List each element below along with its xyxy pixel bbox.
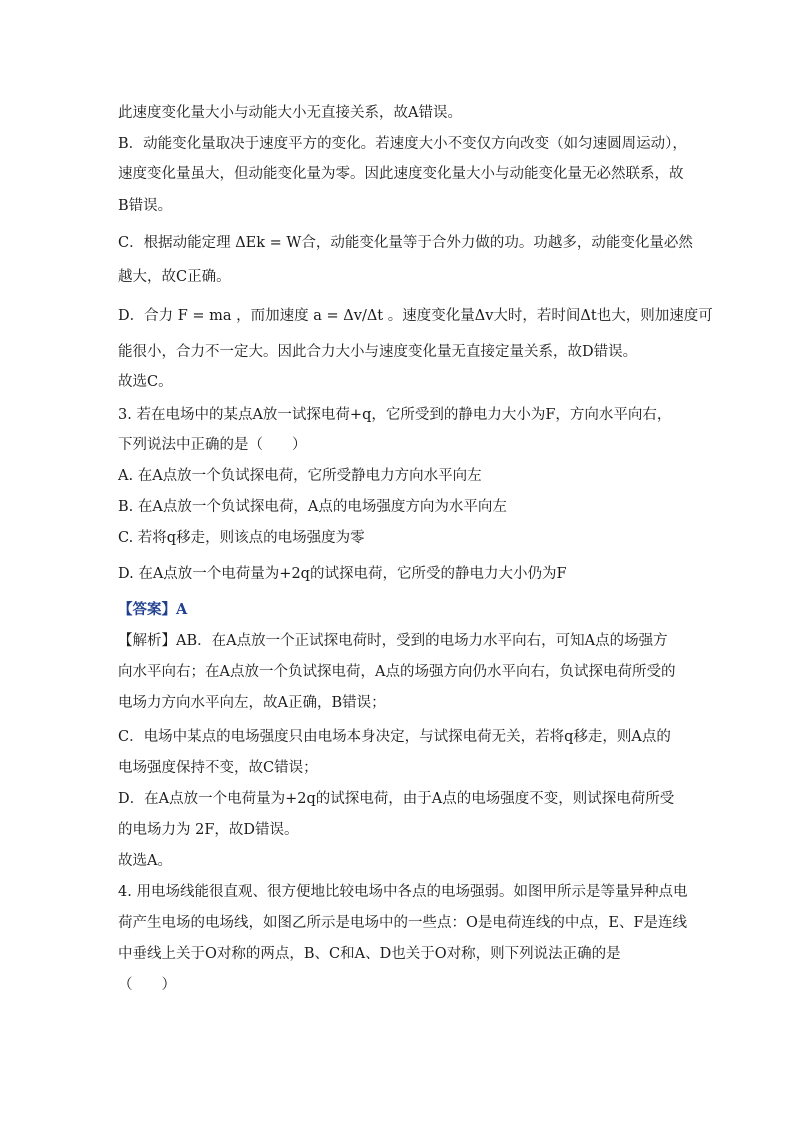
question-4-stem: （ ） [118,977,176,993]
question-4-stem: 荷产生电场的电场线，如图乙所示是电场中的一些点：O是电荷连线的中点，E、F是连线 [118,915,688,931]
text-line: B错误。 [118,198,173,214]
text-line: 故选A。 [118,853,172,869]
text-line: B．动能变化量取决于速度平方的变化。若速度大小不变仅方向改变（如匀速圆周运动）， [118,136,687,152]
analysis-line: 电场强度保持不变，故C错误； [118,760,318,776]
analysis-line: C．电场中某点的电场强度只由电场本身决定，与试探电荷无关，若将q移走，则A点的 [118,729,671,745]
text-line: 越大，故C正确。 [118,269,231,285]
analysis-line: 【解析】AB．在A点放一个正试探电荷时，受到的电场力水平向右，可知A点的场强方 [118,633,668,649]
option-d: D. 在A点放一个电荷量为+2q的试探电荷，它所受的静电力大小仍为F [118,566,567,582]
option-a: A. 在A点放一个负试探电荷，它所受静电力方向水平向左 [118,468,482,484]
analysis-line: D．在A点放一个电荷量为+2q的试探电荷，由于A点的电场强度不变，则试探电荷所受 [118,791,675,807]
question-3-stem: 下列说法中正确的是（ ） [118,437,307,453]
analysis-line: 向水平向右；在A点放一个负试探电荷，A点的场强方向仍水平向右，负试探电荷所受的 [118,664,676,680]
option-b: B. 在A点放一个负试探电荷，A点的电场强度方向为水平向左 [118,499,507,515]
question-3-stem: 3. 若在电场中的某点A放一试探电荷+q，它所受到的静电力大小为F，方向水平向右， [118,407,672,423]
text-line: 速度变化量虽大，但动能变化量为零。因此速度变化量大小与动能变化量无必然联系，故 [118,166,684,182]
text-line: C．根据动能定理 ΔEk = W合，动能变化量等于合外力做的功。功越多，动能变化量必然 [118,235,693,251]
answer-label: 【答案】A [118,601,188,618]
question-4-stem: 4. 用电场线能很直观、很方便地比较电场中各点的电场强弱。如图甲所示是等量异种点电 [118,884,688,900]
analysis-line: 电场力方向水平向左，故A正确，B错误； [118,695,386,711]
text-line: 能很小，合力不一定大。因此合力大小与速度变化量无直接定量关系，故D错误。 [118,344,638,360]
text-line: 此速度变化量大小与动能大小无直接关系，故A错误。 [118,105,462,121]
analysis-line: 的电场力为 2F，故D错误。 [118,822,299,838]
question-4-stem: 中垂线上关于O对称的两点，B、C和A、D也关于O对称，则下列说法正确的是 [118,946,621,962]
text-line: 故选C。 [118,374,173,390]
option-c: C. 若将q移走，则该点的电场强度为零 [118,530,365,546]
text-line: D．合力 F = ma ，而加速度 a = Δv/Δt 。速度变化量Δv大时，若时间Δt也大，则加速度可 [118,308,713,324]
